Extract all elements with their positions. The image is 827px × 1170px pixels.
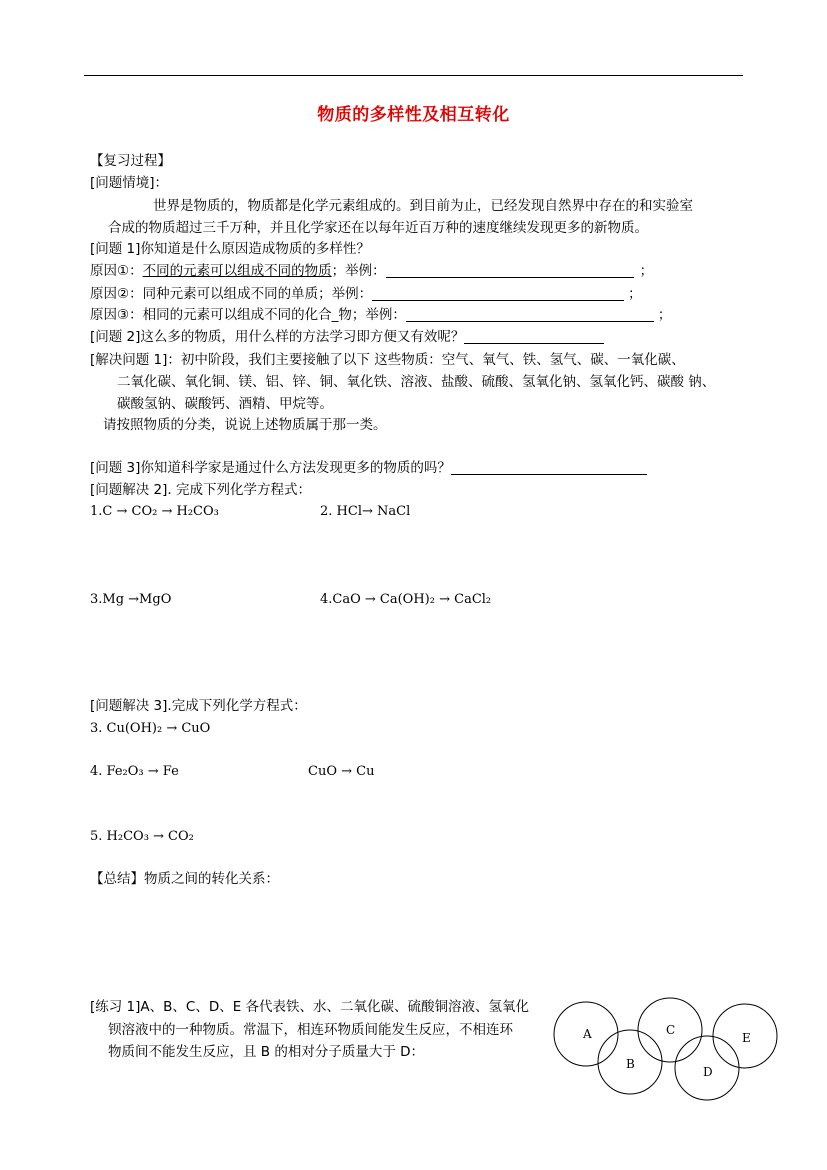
reason-3-answer-blank[interactable] xyxy=(406,307,654,322)
question-3-answer-blank[interactable] xyxy=(451,460,647,475)
ring-diagram xyxy=(550,990,790,1105)
reason-1-prefix: 原因①： xyxy=(90,263,143,279)
solve-2-heading: [问题解决 2]. 完成下列化学方程式： xyxy=(90,482,311,498)
summary-heading: 【总结】物质之间的转化关系： xyxy=(90,871,279,887)
page-title: 物质的多样性及相互转化 xyxy=(317,105,510,125)
equation-1: 1.C → CO₂ → H₂CO₃ xyxy=(90,504,219,519)
practice-line1: [练习 1]A、B、C、D、E 各代表铁、水、二氧化碳、硫酸铜溶液、氢氧化 xyxy=(90,999,530,1015)
ring-label-d: D xyxy=(703,1065,713,1079)
equation-7: 5. H₂CO₃ → CO₂ xyxy=(90,829,194,844)
reason-3-end: ； xyxy=(657,307,672,323)
reason-1 xyxy=(90,262,653,280)
practice-line2: 钡溶液中的一种物质。常温下，相连环物质间能发生反应，不相连环 xyxy=(108,1022,513,1038)
question-3-text: [问题 3]你知道科学家是通过什么方法发现更多的物质的吗？ xyxy=(90,460,451,476)
reason-3-text: 原因③：相同的元素可以组成不同的化合_物；举例： xyxy=(90,307,406,323)
situation-label: [问题情境]： xyxy=(90,175,169,191)
section-review-heading: 【复习过程】 xyxy=(90,153,171,169)
question-2 xyxy=(90,328,604,346)
question-1: [问题 1]你知道是什么原因造成物质的多样性？ xyxy=(90,241,370,257)
question-3 xyxy=(90,459,647,477)
practice-line3: 物质间不能发生反应，且 B 的相对分子质量大于 D： xyxy=(108,1044,425,1060)
ring-label-c: C xyxy=(666,1023,676,1037)
equation-6b: CuO → Cu xyxy=(308,764,375,779)
equation-6a: 4. Fe₂O₃ → Fe xyxy=(90,764,179,779)
ring-label-e: E xyxy=(742,1031,751,1045)
reason-2-answer-blank[interactable] xyxy=(372,286,624,301)
question-2-text: [问题 2]这么多的物质，用什么样的方法学习即方便又有效呢？ xyxy=(90,329,465,345)
header-rule xyxy=(84,75,743,76)
ring-label-a: A xyxy=(583,1027,592,1041)
reason-1-answer-blank[interactable] xyxy=(386,263,634,278)
solve-1-line2: 二氧化碳、氧化铜、镁、铝、锌、铜、氧化铁、溶液、盐酸、硫酸、氢氧化钠、氢氧化钙、碳酸 钠、 xyxy=(117,374,716,390)
equation-3: 3.Mg →MgO xyxy=(90,592,172,607)
solve-1-line1: [解决问题 1]：初中阶段，我们主要接触了以下 这些物质：空气、氧气、铁、氢气、碳、一氧化碳、 xyxy=(90,352,685,368)
situation-paragraph-line2: 合成的物质超过三千万种，并且化学家还在以每年近百万种的速度继续发现更多的新物质。 xyxy=(108,220,648,236)
ring-label-b: B xyxy=(626,1057,635,1071)
question-2-answer-blank[interactable] xyxy=(464,329,604,344)
reason-2-text: 原因②：同种元素可以组成不同的单质；举例： xyxy=(90,286,373,302)
reason-3 xyxy=(90,306,671,324)
reason-2 xyxy=(90,285,642,303)
equation-2: 2. HCl→ NaCl xyxy=(320,504,411,519)
reason-1-suffix: ；举例： xyxy=(331,263,386,279)
equation-4: 4.CaO → Ca(OH)₂ → CaCl₂ xyxy=(320,592,492,607)
equation-5: 3. Cu(OH)₂ → CuO xyxy=(90,721,211,736)
solve-3-heading: [问题解决 3].完成下列化学方程式： xyxy=(90,698,307,714)
reason-1-end: ； xyxy=(639,263,654,279)
situation-paragraph-line1: 世界是物质的，物质都是化学元素组成的。到目前为止，已经发现自然界中存在的和实验室 xyxy=(153,198,693,214)
reason-1-text: 不同的元素可以组成不同的物质 xyxy=(142,263,332,279)
reason-2-end: ； xyxy=(628,286,642,302)
solve-1-line3: 碳酸氢钠、碳酸钙、酒精、甲烷等。 xyxy=(117,396,333,412)
solve-1-line4: 请按照物质的分类，说说上述物质属于那一类。 xyxy=(103,417,387,433)
